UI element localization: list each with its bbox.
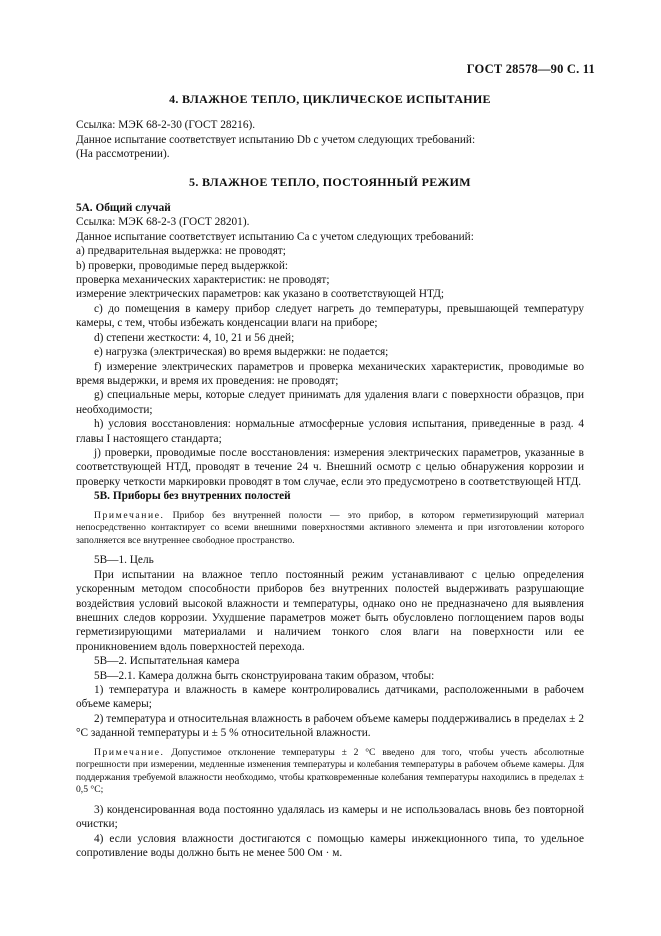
list-item: f) измерение электрических параметров и проверка механических характеристик, проводимые во время выдержки, и время их проведения: не проводят; bbox=[76, 360, 584, 387]
section-4-line: Данное испытание соответствует испытанию Db с учетом следующих требований: bbox=[76, 133, 476, 146]
heading-5b-2: 5В—2. Испытательная камера bbox=[94, 655, 240, 668]
note-text: Допустимое отклонение температуры ± 2 °С введено для того, чтобы учесть абсолютные погрешности при измерении, медленные изменения температуры и колебания температуры в рабочем объеме камеры. Для поддержания требуемой влажности необходимо, чтобы кратковременные колебания температуры находились в пределах ± 0,5 °С; bbox=[76, 746, 584, 796]
list-item: е) нагрузка (электрическая) во время выдержки: не подается; bbox=[94, 346, 389, 359]
subsection-5b-title: 5В. Приборы без внутренних полостей bbox=[94, 490, 291, 503]
page-content bbox=[76, 92, 584, 861]
note-text: Прибор без внутренней полости — это прибор, в котором герметизирующий материал непосредственно контактирует со всеми внешними поверхностями активного элемента и при изготовлении которого заполняется все внутреннее свободное пространство. bbox=[76, 509, 584, 546]
list-item: j) проверки, проводимые после восстановления: измерения электрических параметров, указанные в соответствующей НТД, проводят в течение 24 ч. Внешний осмотр с целью обнаружения коррозии и проверку четкости маркировки проводят в том случае, если это предусмотрено в соответствующей НТД. bbox=[76, 446, 584, 488]
list-item: а) предварительная выдержка: не проводят; bbox=[76, 245, 286, 258]
section-5-intro: Данное испытание соответствует испытанию Са с учетом следующих требований: bbox=[76, 230, 474, 243]
note-label: Примечание. bbox=[94, 746, 165, 758]
note-2 bbox=[76, 747, 584, 797]
list-item: с) до помещения в камеру прибор следует нагреть до температуры, превышающей температуру камеры, с тем, чтобы избежать конденсации влаги на приборе; bbox=[76, 302, 584, 330]
page-header: ГОСТ 28578—90 С. 11 bbox=[466, 62, 595, 76]
note-label: Примечание. bbox=[94, 509, 165, 521]
section-5-ref: Ссылка: МЭК 68-2-3 (ГОСТ 28201). bbox=[76, 216, 250, 229]
section-4-title: 4. ВЛАЖНОЕ ТЕПЛО, ЦИКЛИЧЕСКОЕ ИСПЫТАНИЕ bbox=[169, 92, 491, 106]
list-item: измерение электрических параметров: как указано в соответствующей НТД; bbox=[76, 288, 445, 301]
requirement-4: 4) если условия влажности достигаются с помощью камеры инжекционного типа, то удельное сопротивление воды должно быть не менее 500 Ом · м. bbox=[76, 832, 584, 860]
paragraph-5b-1: При испытании на влажное тепло постоянный режим устанавливают с целью определения ускоренным методом способности приборов без внутренних полостей выдерживать разрушающие воздействия условий высокой влажности и температуры, однако оно не предназначено для выявления внешних следов коррозии. Ухудшение параметров может быть обусловлено поглощением паров воды герметизирующими материалами и наличием тонкого слоя влаги на поверхности или ее проникновением вдоль поверхностей перехода. bbox=[76, 568, 584, 653]
section-5-title: 5. ВЛАЖНОЕ ТЕПЛО, ПОСТОЯННЫЙ РЕЖИМ bbox=[189, 174, 471, 189]
list-item: b) проверки, проводимые перед выдержкой: bbox=[76, 259, 289, 272]
paragraph-5b-2-1: 5В—2.1. Камера должна быть сконструирована таким образом, чтобы: bbox=[94, 669, 435, 682]
requirement-3: 3) конденсированная вода постоянно удалялась из камеры и не использовалась вновь без повторной очистки; bbox=[76, 804, 584, 831]
list-item: проверка механических характеристик: не проводят; bbox=[76, 274, 330, 287]
section-4-line: Ссылка: МЭК 68-2-30 (ГОСТ 28216). bbox=[76, 119, 256, 132]
requirement-2: 2) температура и относительная влажность в рабочем объеме камеры поддерживались в пределах ± 2 °С заданной температуры и ± 5 % относительной влажности. bbox=[76, 712, 584, 740]
note-1 bbox=[76, 510, 584, 548]
list-item: g) специальные меры, которые следует принимать для удаления влаги с поверхности образцов, при необходимости; bbox=[76, 389, 584, 416]
list-item: h) условия восстановления: нормальные атмосферные условия испытания, приведенные в разд. 4 главы I настоящего стандарта; bbox=[76, 418, 584, 445]
subsection-5a-title: 5А. Общий случай bbox=[76, 202, 171, 215]
requirement-1: 1) температура и влажность в камере контролировались датчиками, расположенными в рабочем объеме камеры; bbox=[76, 684, 584, 711]
list-item: d) степени жесткости: 4, 10, 21 и 56 дней; bbox=[94, 331, 295, 344]
section-4-line: (На рассмотрении). bbox=[76, 148, 170, 161]
heading-5b-1: 5В—1. Цель bbox=[94, 554, 154, 567]
